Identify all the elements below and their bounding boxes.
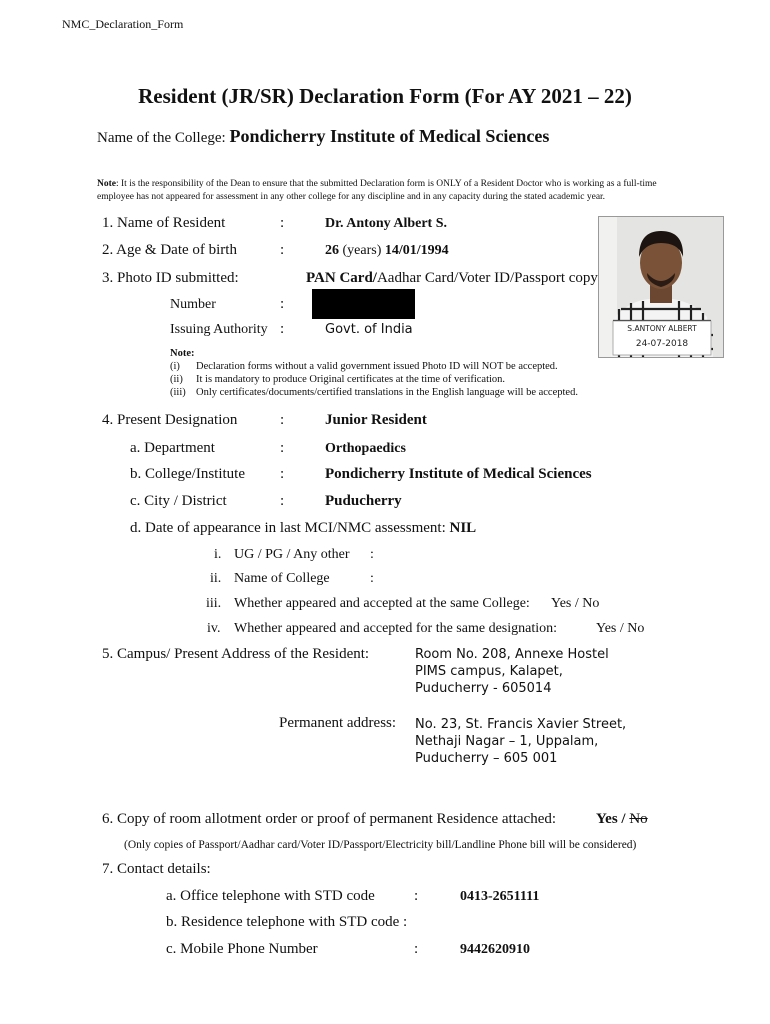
note2-label: Note: (170, 348, 195, 359)
colon: : (280, 296, 285, 312)
designation-label: 4. Present Designation (102, 412, 238, 428)
note2-text-2: It is mandatory to produce Original certificates at the time of verification. (196, 374, 506, 385)
colon: : (414, 941, 419, 957)
city-label: c. City / District (130, 493, 227, 509)
appearance-value: NIL (449, 520, 477, 536)
present-address-line-1: Room No. 208, Annexe Hostel (415, 647, 609, 662)
allotment-label: 6. Copy of room allotment order or proof of permanent Residence attached: (102, 811, 557, 827)
sub-tail-3: Yes / No (551, 596, 600, 611)
document-header: NMC_Declaration_Form (62, 17, 184, 31)
name-label: 1. Name of Resident (102, 215, 226, 231)
top-note-text: : It is the responsibility of the Dean to ensure that the submitted Declaration form is ONLY of a Resident Doctor who is working as a full-time employee has not appeared for assessment in any other college for any discipline and in any capacity during the stated academic year. (97, 179, 657, 202)
office-phone-label: a. Office telephone with STD code (166, 888, 375, 904)
redacted-id-number (312, 289, 415, 319)
allotment-answer (596, 811, 648, 828)
colon: : (280, 242, 285, 258)
sub-text-1: UG / PG / Any other (234, 547, 350, 562)
city-value: Puducherry (325, 493, 402, 509)
photo-id-label: 3. Photo ID submitted: (102, 270, 239, 286)
photo-id-options: Aadhar Card/Voter ID/Passport copy (376, 270, 598, 286)
college-label: Name of the College: (97, 130, 226, 146)
sub-tail-4: Yes / No (596, 621, 645, 636)
age-value (325, 243, 449, 259)
resident-photo (598, 216, 724, 358)
resident-photo-image (599, 217, 723, 357)
designation-value: Junior Resident (325, 412, 427, 428)
office-phone-value: 0413-2651111 (460, 889, 540, 904)
form-title: Resident (JR/SR) Declaration Form (For AY 2021 – 22) (138, 84, 632, 108)
sub-text-2: Name of College (234, 571, 330, 586)
colon: : (280, 412, 285, 428)
permanent-address-line-1: No. 23, St. Francis Xavier Street, (415, 717, 627, 732)
note2-text-3: Only certificates/documents/certified translations in the English language will be accepted. (196, 387, 578, 398)
institute-value: Pondicherry Institute of Medical Sciences (325, 466, 592, 482)
issuing-value: Govt. of India (325, 322, 413, 337)
photo-id-value (306, 270, 598, 287)
contact-label: 7. Contact details: (102, 861, 211, 877)
top-note-label: Note (97, 179, 116, 189)
sub-num-2: ii. (210, 571, 222, 586)
sub-num-1: i. (214, 547, 222, 562)
photo-id-selected: PAN Card/ (306, 270, 377, 286)
department-value: Orthopaedics (325, 441, 406, 456)
college-line (97, 126, 549, 147)
note2-num-1: (i) (170, 361, 180, 372)
note2-num-3: (iii) (170, 387, 186, 398)
top-note (97, 178, 692, 204)
age-label: 2. Age & Date of birth (102, 242, 237, 258)
appearance-line (130, 520, 476, 537)
department-label: a. Department (130, 440, 215, 456)
allotment-yes: Yes / (596, 811, 630, 827)
colon: : (280, 321, 285, 337)
institute-label: b. College/Institute (130, 466, 245, 482)
colon: : (280, 493, 285, 509)
colon: : (280, 215, 285, 231)
dob-value: 14/01/1994 (384, 243, 449, 258)
note2-text-1: Declaration forms without a valid government issued Photo ID will NOT be accepted. (196, 361, 558, 372)
present-address-line-3: Puducherry - 605014 (415, 681, 552, 696)
permanent-address-line-3: Puducherry – 605 001 (415, 751, 558, 766)
photo-date-tag: 24-07-2018 (635, 339, 689, 349)
present-address-line-2: PIMS campus, Kalapet, (415, 664, 563, 679)
colon: : (414, 888, 419, 904)
college-name: Pondicherry Institute of Medical Sciences (229, 126, 550, 146)
note2-num-2: (ii) (170, 374, 183, 385)
name-value: Dr. Antony Albert S. (325, 216, 448, 231)
colon: : (280, 440, 285, 456)
address-label: 5. Campus/ Present Address of the Resident: (102, 646, 370, 662)
sub-num-4: iv. (207, 621, 221, 636)
permanent-address-line-2: Nethaji Nagar – 1, Uppalam, (415, 734, 599, 749)
issuing-label: Issuing Authority (170, 322, 268, 337)
permanent-address-label: Permanent address: (279, 715, 397, 731)
age-unit: (years) (339, 243, 385, 258)
photo-name-tag: S.ANTONY ALBERT (627, 324, 697, 333)
mobile-phone-label: c. Mobile Phone Number (166, 941, 318, 957)
colon: : (280, 466, 285, 482)
allotment-note: (Only copies of Passport/Aadhar card/Voter ID/Passport/Electricity bill/Landline Phone bill will be considered) (124, 839, 637, 851)
mobile-phone-value: 9442620910 (460, 942, 530, 957)
appearance-label: d. Date of appearance in last MCI/NMC assessment: (130, 520, 446, 536)
number-label: Number (170, 297, 216, 312)
residence-phone-label: b. Residence telephone with STD code : (166, 914, 408, 930)
sub-tail-2: : (370, 571, 374, 586)
sub-tail-1: : (370, 547, 374, 562)
sub-num-3: iii. (206, 596, 222, 611)
sub-text-4: Whether appeared and accepted for the same designation: (234, 621, 558, 636)
allotment-no: No (629, 811, 648, 827)
sub-text-3: Whether appeared and accepted at the same College: (234, 596, 530, 611)
age-number: 26 (325, 243, 339, 258)
